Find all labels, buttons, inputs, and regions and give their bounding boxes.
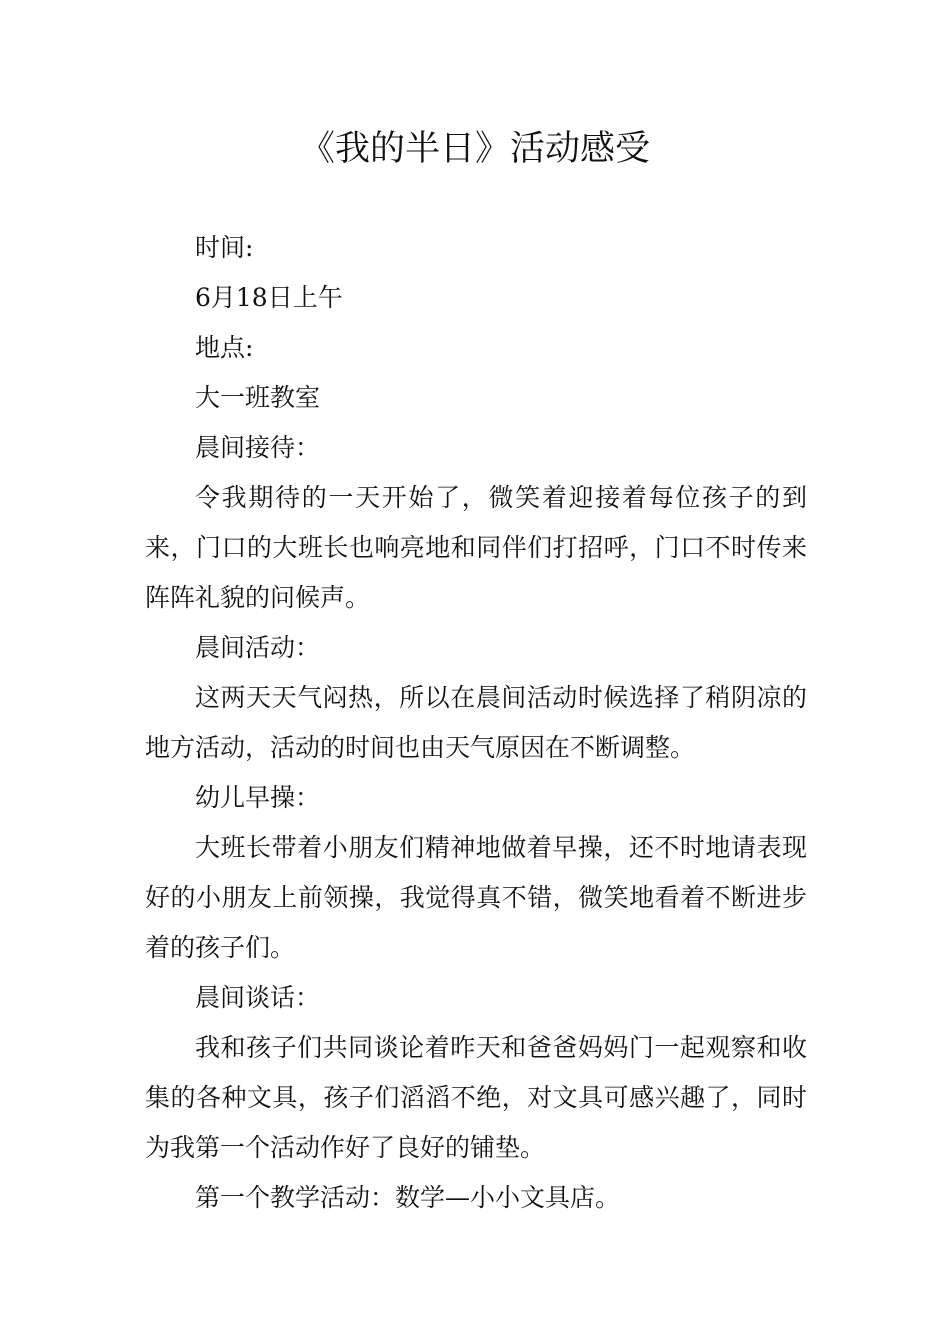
paragraph-time-label: 时间: bbox=[195, 233, 254, 262]
paragraph-location-label: 地点: bbox=[195, 333, 254, 362]
paragraph-location-value: 大一班教室 bbox=[195, 383, 321, 412]
document-body bbox=[145, 223, 807, 1223]
paragraph-time-value: 6月18日上午 bbox=[195, 283, 343, 312]
paragraph-morning-reception-heading: 晨间接待： bbox=[195, 433, 321, 462]
paragraph-morning-reception-body: 令我期待的一天开始了，微笑着迎接着每位孩子的到来，门口的大班长也响亮地和同伴们打招呼，门口不时传来阵阵礼貌的问候声。 bbox=[145, 483, 807, 612]
paragraph-morning-activity-body: 这两天天气闷热，所以在晨间活动时候选择了稍阴凉的地方活动，活动的时间也由天气原因在不断调整。 bbox=[145, 683, 807, 762]
paragraph-morning-talk-heading: 晨间谈话： bbox=[195, 983, 321, 1012]
paragraph-morning-exercise-body: 大班长带着小朋友们精神地做着早操，还不时地请表现好的小朋友上前领操，我觉得真不错，微笑地看着不断进步着的孩子们。 bbox=[145, 833, 807, 962]
paragraph-morning-exercise-heading: 幼儿早操： bbox=[195, 783, 321, 812]
paragraph-first-lesson: 第一个教学活动：数学—小小文具店。 bbox=[195, 1183, 621, 1212]
document-title: 《我的半日》活动感受 bbox=[299, 129, 650, 169]
paragraph-morning-activity-heading: 晨间活动： bbox=[195, 633, 321, 662]
paragraph-morning-talk-body: 我和孩子们共同谈论着昨天和爸爸妈妈门一起观察和收集的各种文具，孩子们滔滔不绝，对文具可感兴趣了，同时为我第一个活动作好了良好的铺垫。 bbox=[145, 1033, 807, 1162]
